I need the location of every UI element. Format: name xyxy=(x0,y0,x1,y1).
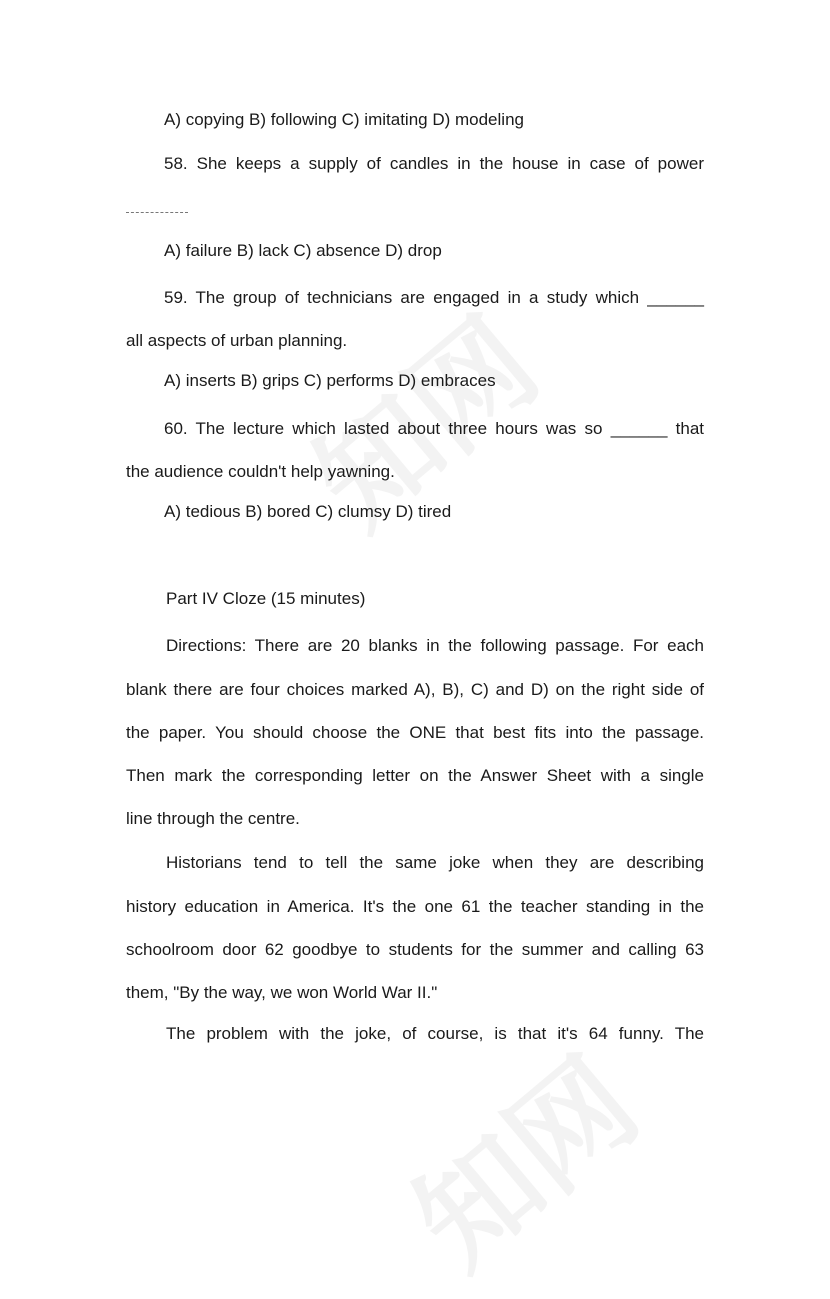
directions-line: Then mark the corresponding letter on the Answer Sheet with a single xyxy=(126,766,704,785)
directions-line: the paper. You should choose the ONE that best fits into the passage. xyxy=(126,723,704,742)
q60-stem-continued: the audience couldn't help yawning. xyxy=(126,462,395,481)
q58-options: A) failure B) lack C) absence D) drop xyxy=(164,241,442,260)
directions-line: line through the centre. xyxy=(126,809,300,828)
passage-line: Historians tend to tell the same joke when they are describing xyxy=(166,853,704,872)
q60-stem: 60. The lecture which lasted about three hours was so ______ that xyxy=(164,419,704,438)
answer-blank-dashes xyxy=(126,212,188,217)
q58-stem: 58. She keeps a supply of candles in the house in case of power xyxy=(164,154,704,173)
passage-line: them, "By the way, we won World War II." xyxy=(126,983,438,1002)
directions-line: blank there are four choices marked A), B), C) and D) on the right side of xyxy=(126,680,704,699)
q60-options: A) tedious B) bored C) clumsy D) tired xyxy=(164,502,452,521)
passage-line: schoolroom door 62 goodbye to students for the summer and calling 63 xyxy=(126,940,704,959)
section-heading: Part IV Cloze (15 minutes) xyxy=(166,589,366,608)
passage-line: The problem with the joke, of course, is that it's 64 funny. The xyxy=(166,1024,704,1043)
passage-line: history education in America. It's the one 61 the teacher standing in the xyxy=(126,897,704,916)
q59-stem-continued: all aspects of urban planning. xyxy=(126,331,348,350)
directions-line: Directions: There are 20 blanks in the following passage. For each xyxy=(166,636,704,655)
q59-stem: 59. The group of technicians are engaged in a study which ______ xyxy=(164,288,704,307)
watermark xyxy=(373,1013,667,1299)
q59-options: A) inserts B) grips C) performs D) embraces xyxy=(164,371,496,390)
q57-options: A) copying B) following C) imitating D) modeling xyxy=(164,110,524,129)
